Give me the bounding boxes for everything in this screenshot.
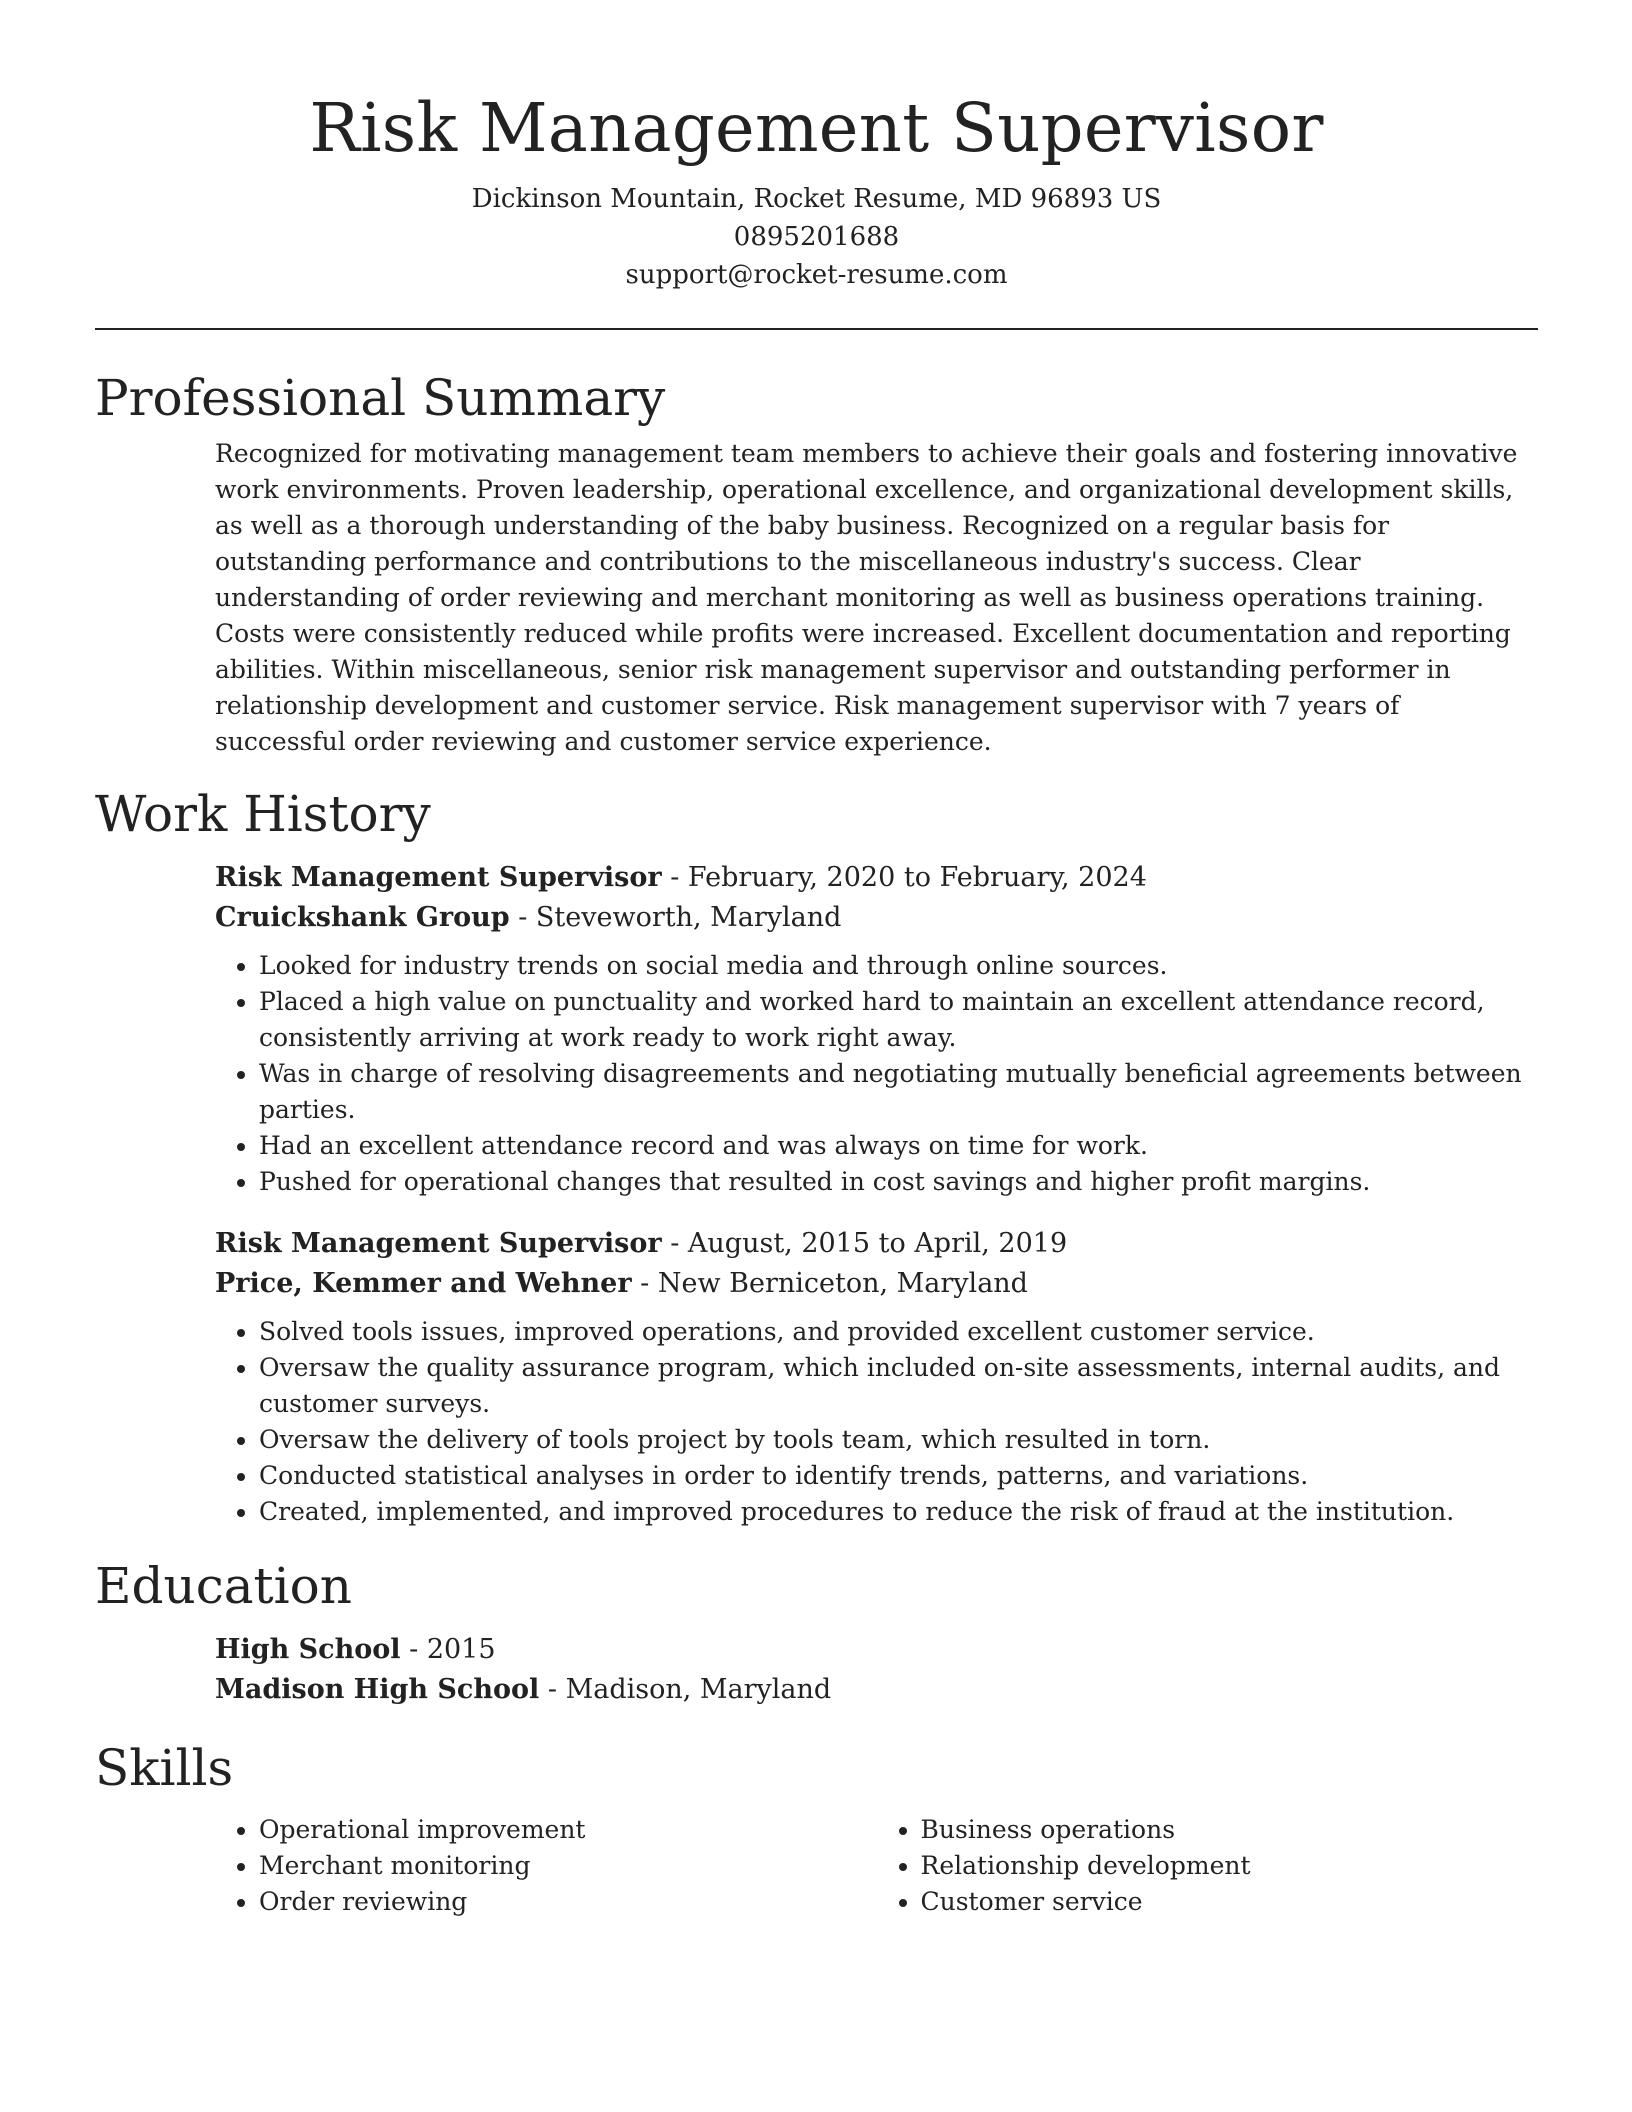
skills-column-right [877, 1812, 1539, 1920]
job-entry-1 [215, 858, 1538, 1200]
skill-item: • Customer service [921, 1884, 1539, 1920]
skills-heading: Skills [95, 1739, 234, 1797]
job-entry-2 [215, 1224, 1538, 1530]
skill-item: • Operational improvement [259, 1812, 877, 1848]
education-year: - 2015 [400, 1634, 496, 1665]
skills-column-left [215, 1812, 877, 1920]
candidate-name: Risk Management Supervisor [309, 89, 1324, 167]
job-company-line [215, 1264, 1538, 1304]
education-school: Madison High School [215, 1674, 540, 1705]
list-item: • Conducted statistical analyses in order to identify trends, patterns, and variations. [259, 1458, 1538, 1494]
job-role: Risk Management Supervisor [215, 1228, 662, 1259]
skill-item: • Merchant monitoring [259, 1848, 877, 1884]
skill-item: • Business operations [921, 1812, 1539, 1848]
list-item: • Oversaw the quality assurance program, which included on-site assessments, internal audits, and customer surveys. [259, 1350, 1538, 1422]
contact-phone: 0895201688 [733, 222, 900, 252]
job-bullets [215, 948, 1538, 1200]
contact-email: support@rocket-resume.com [625, 260, 1008, 290]
list-item: • Had an excellent attendance record and was always on time for work. [259, 1128, 1538, 1164]
summary-text: Recognized for motivating management team members to achieve their goals and fostering innovative work environments. Proven leadership, operational excellence, and organizational development skills, as well as a thorough understanding of the baby business. Recognized on a regular basis for outstanding performance and contributions to the miscellaneous industry's success. Clear understanding of order reviewing and merchant monitoring as well as business operations training. Costs were consistently reduced while profits were increased. Excellent documentation and reporting abilities. Within miscellaneous, senior risk management supervisor and outstanding performer in relationship development and customer service. Risk management supervisor with 7 years of successful order reviewing and customer service experience. [215, 439, 1518, 756]
job-company: Cruickshank Group [215, 902, 510, 933]
list-item: • Pushed for operational changes that resulted in cost savings and higher profit margins. [259, 1164, 1538, 1200]
list-item: • Was in charge of resolving disagreements and negotiating mutually beneficial agreements between parties. [259, 1056, 1538, 1128]
resume-page [95, 0, 1538, 1920]
contact-address: Dickinson Mountain, Rocket Resume, MD 96893 US [471, 184, 1162, 214]
list-item: • Looked for industry trends on social media and through online sources. [259, 948, 1538, 984]
list-item: • Oversaw the delivery of tools project by tools team, which resulted in torn. [259, 1422, 1538, 1458]
job-title-line [215, 858, 1538, 898]
education-school-line [215, 1670, 1538, 1710]
job-bullets [215, 1314, 1538, 1530]
job-title-line [215, 1224, 1538, 1264]
job-role: Risk Management Supervisor [215, 862, 662, 893]
list-item: • Solved tools issues, improved operations, and provided excellent customer service. [259, 1314, 1538, 1350]
job-company-line [215, 898, 1538, 938]
education-heading: Education [95, 1557, 352, 1615]
job-location: - New Berniceton, Maryland [631, 1268, 1028, 1299]
work-history-heading: Work History [95, 785, 431, 843]
list-item: • Created, implemented, and improved procedures to reduce the risk of fraud at the institution. [259, 1494, 1538, 1530]
job-dates: - February, 2020 to February, 2024 [661, 862, 1147, 893]
summary-heading: Professional Summary [95, 369, 666, 427]
education-location: - Madison, Maryland [539, 1674, 832, 1705]
skills-grid [215, 1812, 1538, 1920]
job-company: Price, Kemmer and Wehner [215, 1268, 632, 1299]
education-entry [215, 1630, 1538, 1710]
skill-item: • Order reviewing [259, 1884, 877, 1920]
contact-block [95, 180, 1538, 294]
list-item: • Placed a high value on punctuality and worked hard to maintain an excellent attendance record, consistently arriving at work ready to work right away. [259, 984, 1538, 1056]
skill-item: • Relationship development [921, 1848, 1539, 1884]
education-degree: High School [215, 1634, 401, 1665]
job-dates: - August, 2015 to April, 2019 [661, 1228, 1068, 1259]
job-location: - Steveworth, Maryland [509, 902, 842, 933]
header-divider [95, 328, 1538, 330]
resume-header [95, 0, 1538, 294]
education-degree-line [215, 1630, 1538, 1670]
